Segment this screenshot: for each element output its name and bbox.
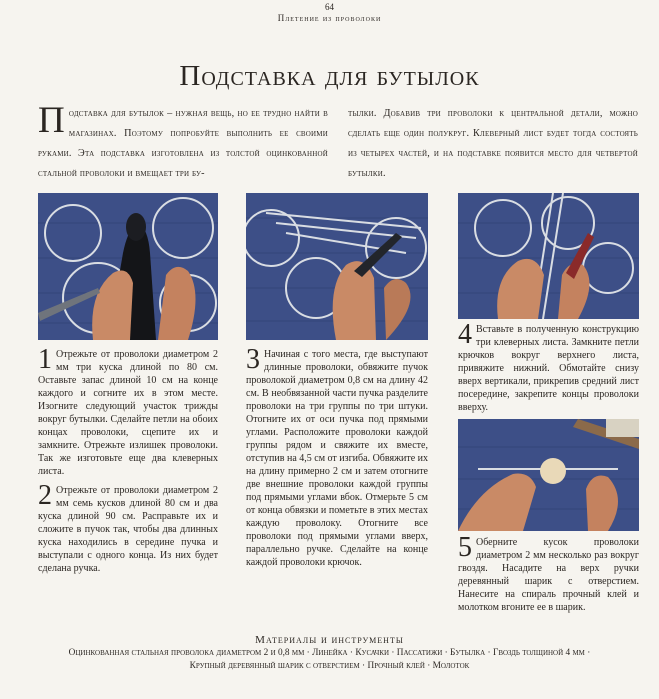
step-number: 3	[246, 344, 260, 375]
intro-paragraph-left	[38, 100, 328, 184]
photo-step-1	[38, 193, 218, 340]
step-3	[246, 344, 428, 569]
running-head: Плетение из проволоки	[277, 13, 382, 23]
photo-step-4	[458, 419, 639, 531]
materials-line-1: Оцинкованная стальная проволока диаметром 2 и 0,8 мм · Линейка · Кусачки · Пассатижи · Бутылка · Гвоздь толщиной 4 мм ·	[68, 648, 591, 658]
step-number: 4	[458, 319, 472, 350]
step-1	[38, 344, 218, 478]
step-text: Вставьте в полученную конструкцию три клеверных листа. Замкните петли крючков вокруг верхнего листа, привяжите нижний. Обмотайте снизу вверх вертикали, прикрепив средний лист посередине, закрепите концы проволоки вверху.	[458, 324, 639, 413]
photo-step-2	[246, 193, 428, 340]
page-title: Подставка для бутылок	[179, 60, 480, 92]
photo-step-3	[458, 193, 639, 319]
step-text: Отрежьте от проволоки диаметром 2 мм семь кусков длиной 80 см и два куска длиной 90 см. Расправьте их и сложите в пучок так, чтобы два длинных куска находились в середине пучка и выступали с одного конца. Из них будет сделана ручка.	[38, 485, 218, 574]
step-number: 5	[458, 532, 472, 563]
step-2	[38, 480, 218, 575]
materials-heading: Материалы и инструменты	[255, 634, 404, 646]
intro-text-left: одставка для бутылок – нужная вещь, но ее трудно найти в магазинах. Поэтому попробуйте выполнить ее своими руками. Эта подставка изготовлена из толстой оцинкованной стальной проволоки и вмещает три бу-	[38, 108, 328, 179]
step-5	[458, 532, 639, 614]
step-4	[458, 319, 639, 414]
intro-paragraph-right: тылки. Добавив три проволоки к центральной детали, можно сделать еще один полукруг. Клеверный лист будет тогда состоять из четырех частей, и на подставке появится место для четвертой бутылки.	[348, 108, 638, 179]
materials-line-2: Крупный деревянный шарик с отверстием · Прочный клей · Молоток	[189, 661, 470, 671]
step-number: 1	[38, 344, 52, 375]
page-number: 64	[325, 2, 334, 12]
drop-cap: П	[38, 100, 65, 141]
step-text: Начиная с того места, где выступают длинные проволоки, обвяжите пучок проволокой диаметром 0,8 см на длину 42 см. В необвязанной части пучка разделите проволоки на три группы по три штуки. Отогните их от оси пучка под прямыми углами. Расположите проволоки каждой группы рядом и свяжите их вместе, отступив на 4,5 см от изгиба. Обвяжите их на длину примерно 2 см и затем отогните две внешние проволоки каждой группы под прямыми углами вбок. Отмерьте 5 см от конца обвязки и пометьте в этих местах каждую проволоку. Отогните все проволоки под прямыми углами вверх, параллельно ручке. Сделайте на конце каждой проволоки крючок.	[246, 349, 428, 568]
step-text: Оберните кусок проволоки диаметром 2 мм несколько раз вокруг гвоздя. Насадите на верх ручки деревянный шарик с отверстием. Нанесите на спираль прочный клей и молотком вгоните ее в шарик.	[458, 537, 639, 613]
step-number: 2	[38, 480, 52, 511]
step-text: Отрежьте от проволоки диаметром 2 мм три куска длиной по 80 см. Оставьте запас длиной 10 см на конце каждого и согните их в этом месте. Изогните следующий участок трижды вокруг бутылки. Сделайте петли на обоих концах проволоки, сцепите их и замкните. Отрежьте излишек проволоки. Так же изготовьте еще два клеверных листа.	[38, 349, 218, 477]
